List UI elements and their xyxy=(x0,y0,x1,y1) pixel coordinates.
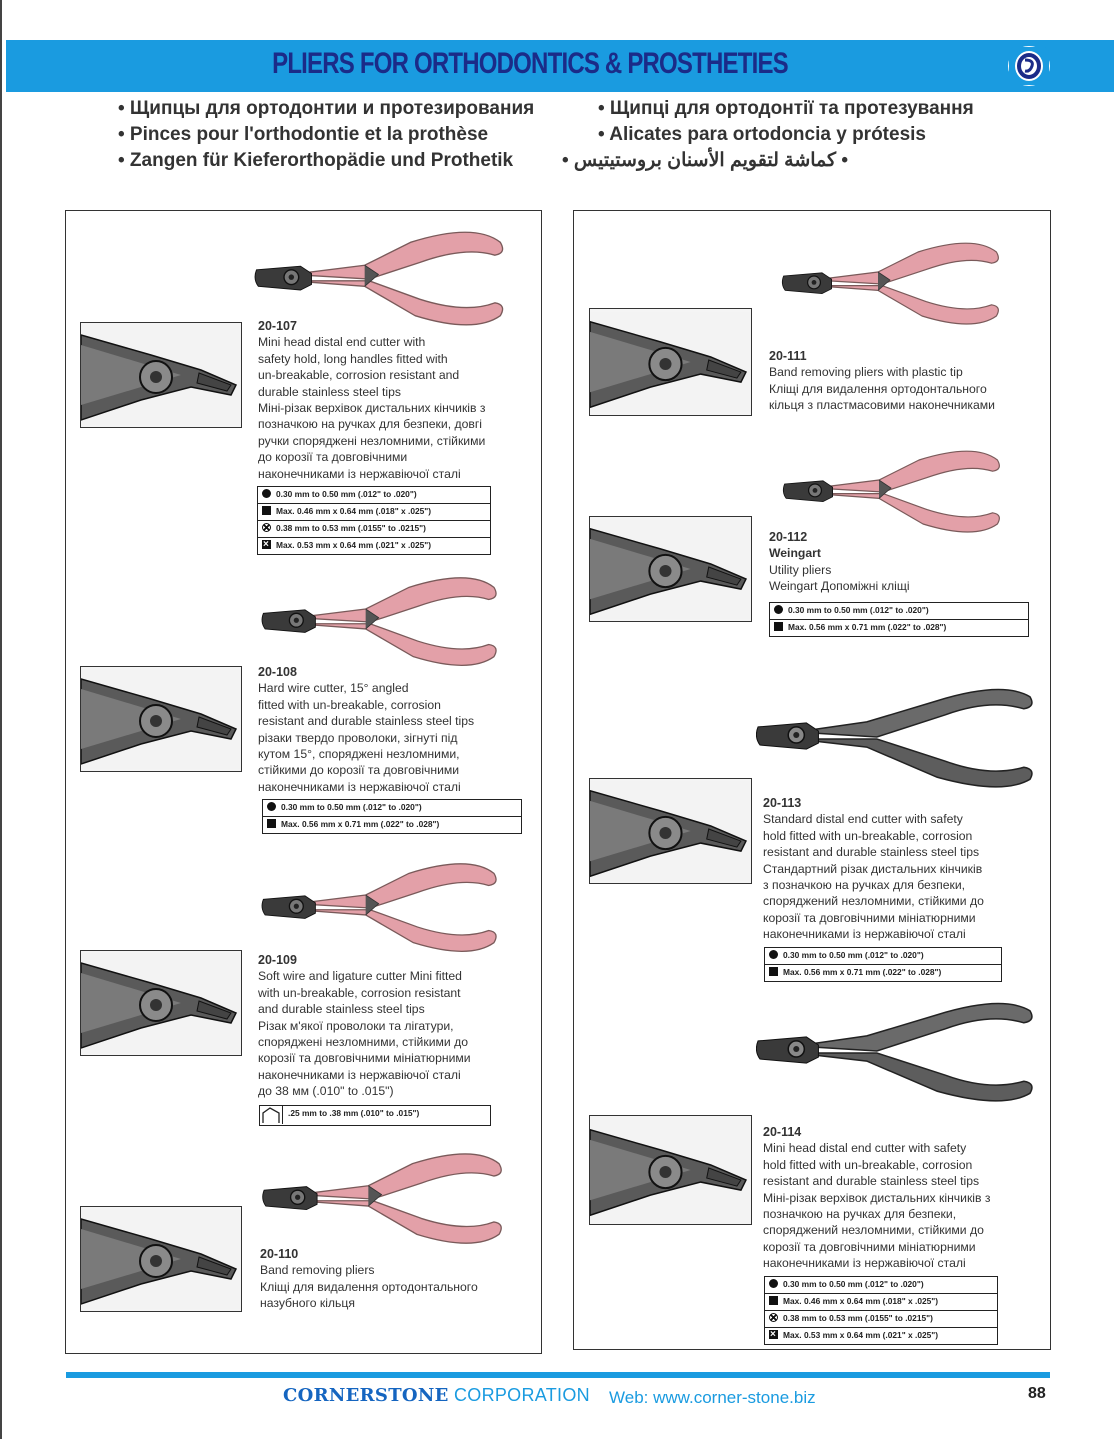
product-code: 20-109 xyxy=(258,953,297,967)
spec-row xyxy=(765,1293,997,1310)
desc-line: позначкою на ручках для безпеки, xyxy=(763,1207,957,1222)
desc-line: з позначкою на ручках для безпеки, xyxy=(763,878,966,893)
closeup-photo-20-110 xyxy=(80,1206,242,1312)
product-20-107 xyxy=(258,318,540,482)
closeup-photo-20-107 xyxy=(80,322,242,428)
spec-text: 0.30 mm to 0.50 mm (.012" to .020") xyxy=(276,489,417,499)
spec-text: 0.30 mm to 0.50 mm (.012" to .020") xyxy=(783,1279,924,1289)
spec-table-20-112 xyxy=(769,602,1029,637)
desc-line: кільця з пластмасовими наконечниками xyxy=(769,398,995,413)
desc-line: корозії та довговічними мініатюрними xyxy=(258,1051,471,1066)
spec-row xyxy=(263,800,521,816)
subtitle-ukrainian: • Щипці для ортодонтії та протезування xyxy=(598,98,974,119)
desc-line: safety hold, long handles fitted with xyxy=(258,351,448,366)
plier-photo-20-114 xyxy=(756,990,1038,1112)
desc-line: наконечниками із нержавіючої сталі xyxy=(258,779,461,794)
square-wire-icon xyxy=(262,506,271,515)
spec-row xyxy=(258,503,490,520)
desc-line: Hard wire cutter, 15° angled xyxy=(258,681,409,696)
desc-line: resistant and durable stainless steel tips xyxy=(763,845,980,860)
desc-line: resistant and durable stainless steel tips xyxy=(258,714,475,729)
product-20-108 xyxy=(258,664,540,795)
spec-row xyxy=(258,487,490,503)
soft-wire-icon xyxy=(260,1106,283,1124)
spec-table-20-109 xyxy=(259,1105,491,1126)
desc-line: до корозії та довговічними xyxy=(258,450,408,465)
plier-photo-20-110 xyxy=(248,1146,524,1252)
closeup-photo-20-111 xyxy=(589,308,752,416)
spec-text: Max. 0.46 mm x 0.64 mm (.018" x .025") xyxy=(276,506,432,516)
desc-line: Band removing pliers xyxy=(260,1263,375,1278)
desc-line: наконечниками із нержавіючої сталі xyxy=(763,1256,966,1271)
spec-text: .25 mm to .38 mm (.010" to .015") xyxy=(288,1108,420,1118)
spec-row xyxy=(765,964,1001,981)
product-code: 20-110 xyxy=(260,1247,299,1261)
closeup-photo-20-108 xyxy=(80,666,242,772)
spec-table-20-107 xyxy=(257,486,491,555)
spec-row xyxy=(765,1327,997,1344)
desc-line: Міні-різак верхівок дистальних кінчиків з xyxy=(258,401,486,416)
subtitles-right xyxy=(561,96,974,174)
round-ligature-icon xyxy=(262,523,271,532)
desc-line: Стандартний різак дистальних кінчиків xyxy=(763,861,983,876)
footer-brand xyxy=(283,1385,590,1406)
square-wire-icon xyxy=(774,622,783,631)
spec-table-20-108 xyxy=(262,799,522,834)
spec-text: 0.38 mm to 0.53 mm (.0155" to .0215") xyxy=(276,523,426,533)
spec-row xyxy=(765,948,1001,964)
subtitle-russian: • Щипцы для ортодонтии и протезирования xyxy=(118,98,535,119)
desc-line: Кліщі для видалення ортодонтального xyxy=(260,1279,478,1294)
desc-line: наконечниками із нержавіючої сталі xyxy=(258,1067,461,1082)
product-code: 20-111 xyxy=(769,349,807,363)
spec-row xyxy=(263,816,521,833)
desc-line: Різак м'якої проволоки та лігатури, xyxy=(258,1018,454,1033)
page-number: 88 xyxy=(1028,1385,1046,1402)
desc-line: Weingart Допоміжні кліщі xyxy=(769,579,910,594)
desc-line: корозії та довговічними мініатюрними xyxy=(763,910,976,925)
square-wire-icon xyxy=(267,819,276,828)
spec-row xyxy=(770,619,1028,636)
cornerstone-logo-icon xyxy=(1008,46,1050,86)
brand-name: CORNERSTONE xyxy=(283,1385,449,1406)
product-20-109 xyxy=(258,952,540,1100)
desc-line: до 38 мм (.010" to .015") xyxy=(258,1084,394,1099)
desc-line: споряджений незломними, стійкими до xyxy=(763,1223,984,1238)
spec-row xyxy=(765,1310,997,1327)
desc-line: and durable stainless steel tips xyxy=(258,1002,425,1017)
desc-line: Mini head distal end cutter with safety xyxy=(763,1141,967,1156)
closeup-photo-20-114 xyxy=(589,1115,752,1225)
plier-photo-20-111 xyxy=(754,236,1034,332)
desc-line: ручки споряджені незломними, стійкими xyxy=(258,433,486,448)
square-wire-icon xyxy=(769,967,778,976)
desc-line: позначкою на ручках для безпеки, довгі xyxy=(258,417,482,432)
square-ligature-icon xyxy=(262,540,271,549)
subtitles-left xyxy=(118,96,534,174)
desc-line: наконечниками із нержавіючої сталі xyxy=(258,466,461,481)
product-name: Weingart xyxy=(769,546,821,561)
desc-line: кутом 15°, споряджені незломними, xyxy=(258,747,460,762)
desc-line: Band removing pliers with plastic tip xyxy=(769,365,963,380)
closeup-photo-20-109 xyxy=(80,950,242,1056)
desc-line: корозії та довговічними мініатюрними xyxy=(763,1239,976,1254)
product-code: 20-114 xyxy=(763,1125,802,1139)
spec-text: Max. 0.53 mm x 0.64 mm (.021" x .025") xyxy=(783,1330,939,1340)
desc-line: Utility pliers xyxy=(769,562,832,577)
round-wire-icon xyxy=(769,1279,778,1288)
spec-row xyxy=(258,537,490,554)
round-wire-icon xyxy=(769,950,778,959)
product-20-110 xyxy=(260,1246,540,1312)
desc-line: Міні-різак верхівок дистальних кінчиків з xyxy=(763,1190,991,1205)
square-wire-icon xyxy=(769,1296,778,1305)
closeup-photo-20-113 xyxy=(589,778,752,884)
round-wire-icon xyxy=(262,489,271,498)
square-ligature-icon xyxy=(769,1330,778,1339)
subtitle-spanish: • Alicates para ortodoncia y prótesis xyxy=(598,124,926,145)
spec-text: Max. 0.56 mm x 0.71 mm (.022" to .028") xyxy=(788,622,947,632)
subtitle-german: • Zangen für Kieferorthopädie und Prothetik xyxy=(118,150,514,171)
desc-line: un-breakable, corrosion resistant and xyxy=(258,368,460,383)
spec-text: 0.30 mm to 0.50 mm (.012" to .020") xyxy=(281,802,422,812)
plier-photo-20-108 xyxy=(244,570,522,674)
closeup-photo-20-112 xyxy=(589,516,752,622)
desc-line: Mini head distal end cutter with xyxy=(258,335,426,350)
round-ligature-icon xyxy=(769,1313,778,1322)
desc-line: споряджені незломними, стійкими до xyxy=(258,1035,468,1050)
round-wire-icon xyxy=(267,802,276,811)
product-20-112 xyxy=(769,529,1051,595)
spec-text: Max. 0.53 mm x 0.64 mm (.021" x .025") xyxy=(276,540,432,550)
spec-table-20-113 xyxy=(764,947,1002,982)
product-code: 20-107 xyxy=(258,319,297,333)
product-20-114 xyxy=(763,1124,1051,1272)
desc-line: Soft wire and ligature cutter Mini fitted xyxy=(258,969,462,984)
spec-text: 0.30 mm to 0.50 mm (.012" to .020") xyxy=(788,605,929,615)
spec-table-20-114 xyxy=(764,1276,998,1345)
round-wire-icon xyxy=(774,605,783,614)
desc-line: наконечниками із нержавіючої сталі xyxy=(763,927,966,942)
spec-text: Max. 0.56 mm x 0.71 mm (.022" to .028") xyxy=(281,819,440,829)
plier-photo-20-112 xyxy=(754,444,1036,540)
desc-line: with un-breakable, corrosion resistant xyxy=(258,985,461,1000)
desc-line: resistant and durable stainless steel tips xyxy=(763,1174,980,1189)
product-code: 20-108 xyxy=(258,665,297,679)
product-code: 20-112 xyxy=(769,530,808,544)
desc-line: різаки твердо проволоки, зігнуті під xyxy=(258,730,458,745)
desc-line: hold fitted with un-breakable, corrosion xyxy=(763,1157,973,1172)
subtitle-arabic: • كماشة لتقويم الأسنان بروستيتيس • xyxy=(561,150,848,171)
website-link[interactable]: Web: www.corner-stone.biz xyxy=(609,1388,816,1407)
desc-line: назубного кільця xyxy=(260,1296,355,1311)
product-code: 20-113 xyxy=(763,796,802,810)
plier-photo-20-113 xyxy=(756,672,1038,802)
brand-suffix: CORPORATION xyxy=(453,1385,590,1405)
desc-line: споряджений незломними, стійкими до xyxy=(763,894,984,909)
desc-line: hold fitted with un-breakable, corrosion xyxy=(763,828,973,843)
spec-row xyxy=(258,520,490,537)
page-title: PLIERS FOR ORTHODONTICS & PROSTHETIES xyxy=(272,47,788,80)
desc-line: Кліщі для видалення ортодонтального xyxy=(769,381,987,396)
spec-text: 0.38 mm to 0.53 mm (.0155" to .0215") xyxy=(783,1313,933,1323)
title-banner xyxy=(6,40,1114,92)
desc-line: durable stainless steel tips xyxy=(258,384,401,399)
desc-line: Standard distal end cutter with safety xyxy=(763,812,963,827)
spec-text: 0.30 mm to 0.50 mm (.012" to .020") xyxy=(783,950,924,960)
plier-photo-20-109 xyxy=(244,856,522,960)
product-20-111 xyxy=(769,348,1051,414)
desc-line: стійкими до корозії та довговічними xyxy=(258,763,460,778)
subtitle-french: • Pinces pour l'orthodontie et la prothèse xyxy=(118,124,489,145)
product-20-113 xyxy=(763,795,1051,943)
footer-divider xyxy=(66,1372,1050,1378)
spec-text: Max. 0.56 mm x 0.71 mm (.022" to .028") xyxy=(783,967,942,977)
spec-text: Max. 0.46 mm x 0.64 mm (.018" x .025") xyxy=(783,1296,939,1306)
spec-row xyxy=(765,1277,997,1293)
spec-row xyxy=(770,603,1028,619)
desc-line: fitted with un-breakable, corrosion xyxy=(258,697,441,712)
